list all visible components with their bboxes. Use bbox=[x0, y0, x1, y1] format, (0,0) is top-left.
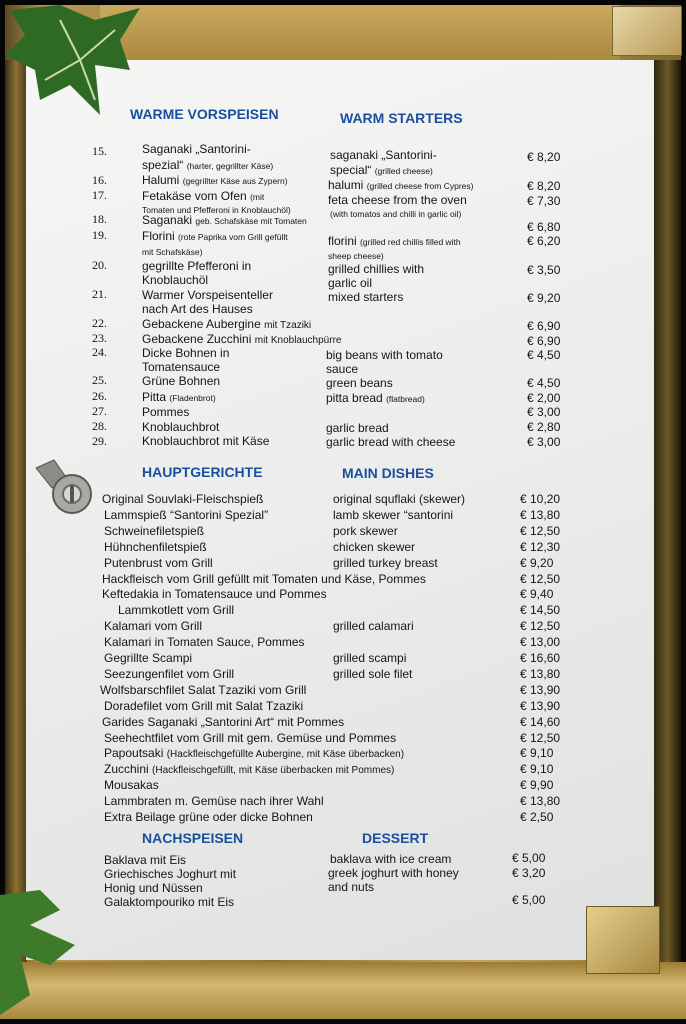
main-dish-price: € 9,40 bbox=[520, 587, 554, 601]
dessert-price: € 5,00 bbox=[512, 893, 546, 907]
item-name-en: saganaki „Santorini- bbox=[330, 148, 437, 162]
item-name-en: garlic bread with cheese bbox=[326, 435, 456, 449]
main-dish-name-de: Seezungenfilet vom Grill bbox=[104, 667, 235, 681]
main-dish-name-de: Keftedakia in Tomatensauce und Pommes bbox=[102, 587, 327, 601]
item-name-en: special“ (grilled cheese) bbox=[330, 163, 433, 177]
item-note-en: sheep cheese) bbox=[328, 251, 384, 261]
item-number: 29. bbox=[92, 434, 107, 448]
main-dish-name-de: Kalamari in Tomaten Sauce, Pommes bbox=[104, 635, 305, 649]
main-dish-price: € 12,50 bbox=[520, 572, 561, 586]
item-name-de: Saganaki geb. Schafskäse mit Tomaten bbox=[142, 213, 307, 227]
item-price: € 3,00 bbox=[527, 405, 561, 419]
main-dish-price: € 13,90 bbox=[520, 699, 561, 713]
main-dish-price: € 14,60 bbox=[520, 715, 561, 729]
main-dish-name-de: Hackfleisch vom Grill gefüllt mit Tomaten und Käse, Pommes bbox=[102, 572, 426, 586]
item-name-en: grilled chillies with bbox=[328, 262, 425, 276]
main-dish-name-de: Wolfsbarschfilet Salat Tzaziki vom Grill bbox=[100, 683, 307, 697]
main-dish-name-en: grilled turkey breast bbox=[333, 556, 438, 570]
item-name-de: Warmer Vorspeisenteller bbox=[142, 288, 273, 302]
item-name-de: Knoblauchöl bbox=[142, 273, 209, 287]
main-dish-price: € 13,80 bbox=[520, 508, 561, 522]
hinge bbox=[586, 906, 660, 974]
ivy-leaf-top-left bbox=[0, 0, 150, 120]
main-dish-name-en: grilled scampi bbox=[333, 651, 407, 665]
main-dish-name-en: pork skewer bbox=[333, 524, 398, 538]
frame-right-rail bbox=[654, 60, 681, 970]
item-name-de: Fetakäse vom Ofen (mit bbox=[142, 189, 265, 203]
frame-top-rail bbox=[100, 5, 620, 63]
item-number: 22. bbox=[92, 316, 107, 330]
item-price: € 6,20 bbox=[527, 234, 561, 248]
item-name-de: Saganaki „Santorini- bbox=[142, 142, 251, 156]
item-name-en: big beans with tomato bbox=[326, 348, 443, 362]
item-price: € 2,00 bbox=[527, 391, 561, 405]
main-dish-name-en: grilled calamari bbox=[333, 619, 414, 633]
main-dish-name-de: Doradefilet vom Grill mit Salat Tzaziki bbox=[104, 699, 304, 713]
item-number: 16. bbox=[92, 173, 107, 187]
main-dish-price: € 12,30 bbox=[520, 540, 561, 554]
item-name-de: Knoblauchbrot bbox=[142, 420, 220, 434]
item-name-en: garlic bread bbox=[326, 421, 389, 435]
item-number: 26. bbox=[92, 389, 107, 403]
item-number: 15. bbox=[92, 144, 107, 158]
section-heading-main-de: HAUPTGERICHTE bbox=[142, 464, 263, 480]
section-heading-warm-de: WARME VORSPEISEN bbox=[130, 106, 279, 122]
main-dish-name-de: Garides Saganaki „Santorini Art“ mit Pommes bbox=[102, 715, 345, 729]
item-number: 25. bbox=[92, 373, 107, 387]
main-dish-name-de: Zucchini (Hackfleischgefüllt, mit Käse überbacken mit Pommes) bbox=[104, 762, 395, 776]
item-name-en: florini (grilled red chillis filled with bbox=[328, 234, 461, 248]
section-heading-dessert-en: DESSERT bbox=[362, 830, 429, 846]
dessert-name-de: Honig und Nüssen bbox=[104, 881, 203, 895]
main-dish-price: € 9,90 bbox=[520, 778, 554, 792]
main-dish-price: € 2,50 bbox=[520, 810, 554, 824]
item-price: € 8,20 bbox=[527, 179, 561, 193]
main-dish-name-de: Lammbraten m. Gemüse nach ihrer Wahl bbox=[104, 794, 324, 808]
item-price: € 6,90 bbox=[527, 334, 561, 348]
main-dish-name-de: Hühnchenfiletspieß bbox=[104, 540, 207, 554]
dessert-name-en: greek joghurt with honey bbox=[328, 866, 459, 880]
item-number: 19. bbox=[92, 228, 107, 242]
item-price: € 4,50 bbox=[527, 376, 561, 390]
item-price: € 4,50 bbox=[527, 348, 561, 362]
item-price: € 6,90 bbox=[527, 319, 561, 333]
main-dish-name-en: chicken skewer bbox=[333, 540, 416, 554]
item-number: 27. bbox=[92, 404, 107, 418]
main-dish-price: € 13,80 bbox=[520, 667, 561, 681]
item-note-de: Tomaten und Pfefferoni in Knoblauchöl) bbox=[142, 205, 291, 215]
main-dish-price: € 16,60 bbox=[520, 651, 561, 665]
item-name-de: nach Art des Hauses bbox=[142, 302, 253, 316]
main-dish-name-en: original squflaki (skewer) bbox=[333, 492, 466, 506]
main-dish-name-de: Original Souvlaki-Fleischspieß bbox=[102, 492, 264, 506]
item-number: 24. bbox=[92, 345, 107, 359]
item-name-de: Knoblauchbrot mit Käse bbox=[142, 434, 270, 448]
main-dish-price: € 12,50 bbox=[520, 619, 561, 633]
dessert-price: € 5,00 bbox=[512, 851, 546, 865]
main-dish-price: € 13,00 bbox=[520, 635, 561, 649]
item-name-de: Pommes bbox=[142, 405, 190, 419]
main-dish-price: € 10,20 bbox=[520, 492, 561, 506]
item-note-de: mit Schafskäse) bbox=[142, 247, 203, 257]
item-name-de: gegrillte Pfefferoni in bbox=[142, 259, 252, 273]
main-dish-price: € 12,50 bbox=[520, 524, 561, 538]
dessert-price: € 3,20 bbox=[512, 866, 546, 880]
item-price: € 2,80 bbox=[527, 420, 561, 434]
item-number: 21. bbox=[92, 287, 107, 301]
item-name-en: green beans bbox=[326, 376, 393, 390]
frame-bottom-rail bbox=[0, 962, 686, 1019]
item-name-de: spezial“ (harter, gegrillter Käse) bbox=[142, 158, 274, 172]
item-name-de: Florini (rote Paprika vom Grill gefüllt bbox=[142, 229, 288, 243]
item-name-en: halumi (grilled cheese from Cypres) bbox=[328, 178, 474, 192]
dessert-name-de: Baklava mit Eis bbox=[104, 853, 187, 867]
main-dish-price: € 13,80 bbox=[520, 794, 561, 808]
dessert-name-de: Galaktompouriko mit Eis bbox=[104, 895, 235, 909]
item-name-en: pitta bread (flatbread) bbox=[326, 391, 425, 405]
main-dish-price: € 9,10 bbox=[520, 762, 554, 776]
item-number: 23. bbox=[92, 331, 107, 345]
section-heading-warm-en: WARM STARTERS bbox=[340, 110, 463, 126]
ivy-leaf-bottom-left bbox=[0, 885, 90, 1020]
item-price: € 8,20 bbox=[527, 150, 561, 164]
main-dish-price: € 9,20 bbox=[520, 556, 554, 570]
main-dish-name-de: Extra Beilage grüne oder dicke Bohnen bbox=[104, 810, 313, 824]
item-price: € 3,00 bbox=[527, 435, 561, 449]
item-name-de: Halumi (gegrillter Käse aus Zypern) bbox=[142, 173, 288, 187]
corner-plate bbox=[612, 6, 682, 56]
item-number: 18. bbox=[92, 212, 107, 226]
main-dish-name-de: Seehechtfilet vom Grill mit gem. Gemüse und Pommes bbox=[104, 731, 397, 745]
item-number: 20. bbox=[92, 258, 107, 272]
main-dish-name-de: Gegrillte Scampi bbox=[104, 651, 193, 665]
main-dish-name-de: Lammkotlett vom Grill bbox=[118, 603, 235, 617]
item-number: 28. bbox=[92, 419, 107, 433]
main-dish-name-de: Lammspieß “Santorini Spezial” bbox=[104, 508, 269, 522]
main-dish-price: € 13,90 bbox=[520, 683, 561, 697]
item-name-de: Tomatensauce bbox=[142, 360, 221, 374]
main-dish-name-en: lamb skewer “santorini bbox=[333, 508, 454, 522]
lock-icon[interactable] bbox=[34, 458, 94, 516]
main-dish-price: € 12,50 bbox=[520, 731, 561, 745]
main-dish-name-de: Papoutsaki (Hackfleischgefüllte Aubergine, mit Käse überbacken) bbox=[104, 746, 405, 760]
item-name-en: mixed starters bbox=[328, 290, 404, 304]
item-name-de: Grüne Bohnen bbox=[142, 374, 221, 388]
dessert-name-en: and nuts bbox=[328, 880, 375, 894]
item-name-en: sauce bbox=[326, 362, 359, 376]
item-price: € 6,80 bbox=[527, 220, 561, 234]
item-number: 17. bbox=[92, 188, 107, 202]
item-price: € 9,20 bbox=[527, 291, 561, 305]
main-dish-price: € 9,10 bbox=[520, 746, 554, 760]
dessert-name-de: Griechisches Joghurt mit bbox=[104, 867, 237, 881]
main-dish-name-de: Kalamari vom Grill bbox=[104, 619, 203, 633]
section-heading-main-en: MAIN DISHES bbox=[342, 465, 434, 481]
item-name-de: Gebackene Zucchini mit Knoblauchpürre bbox=[142, 332, 342, 346]
main-dish-name-de: Putenbrust vom Grill bbox=[104, 556, 213, 570]
item-name-de: Pitta (Fladenbrot) bbox=[142, 390, 216, 404]
main-dish-price: € 14,50 bbox=[520, 603, 561, 617]
main-dish-name-de: Schweinefiletspieß bbox=[104, 524, 205, 538]
main-dish-name-en: grilled sole filet bbox=[333, 667, 413, 681]
item-name-de: Dicke Bohnen in bbox=[142, 346, 230, 360]
item-name-de: Gebackene Aubergine mit Tzaziki bbox=[142, 317, 312, 331]
section-heading-dessert-de: NACHSPEISEN bbox=[142, 830, 244, 846]
item-price: € 3,50 bbox=[527, 263, 561, 277]
frame-left-rail bbox=[5, 60, 27, 970]
dessert-name-en: baklava with ice cream bbox=[330, 852, 452, 866]
item-note-en: (with tomatos and chilli in garlic oil) bbox=[330, 209, 462, 219]
main-dish-name-de: Mousakas bbox=[104, 778, 159, 792]
item-price: € 7,30 bbox=[527, 194, 561, 208]
item-name-en: feta cheese from the oven bbox=[328, 193, 467, 207]
item-name-en: garlic oil bbox=[328, 276, 373, 290]
